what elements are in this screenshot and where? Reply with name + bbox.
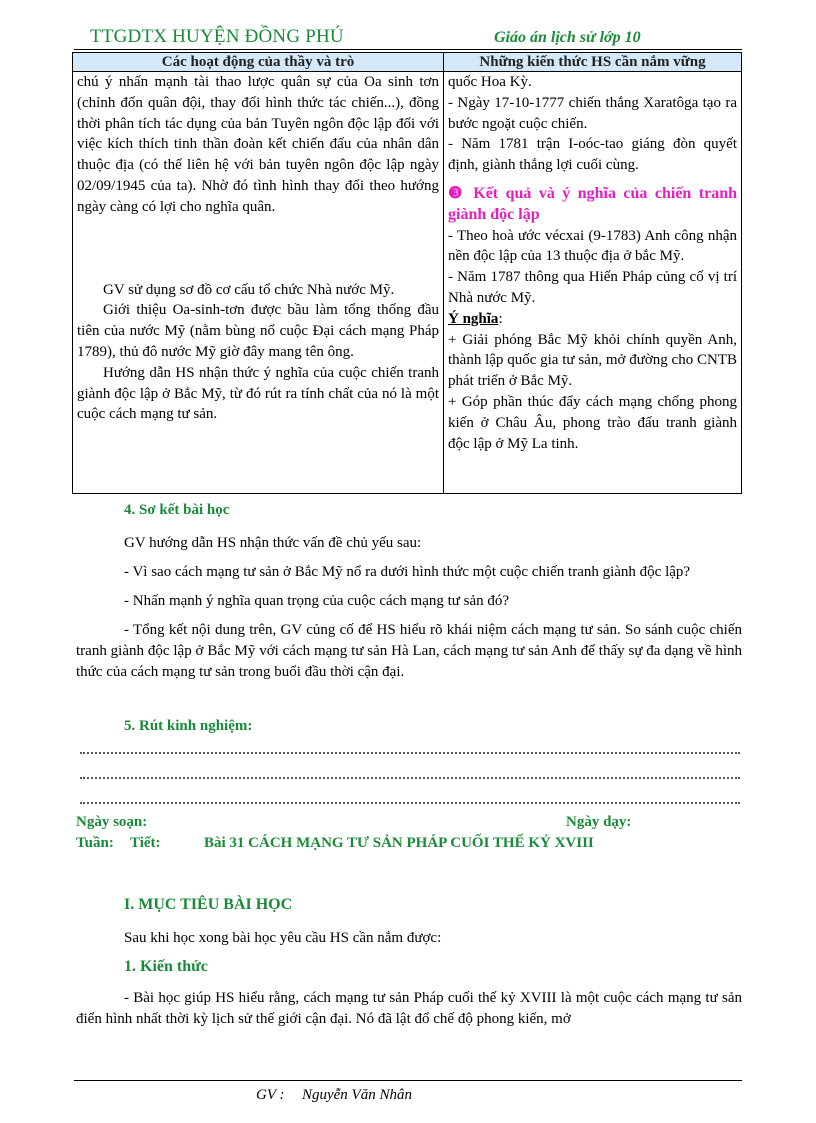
- knowledge-heading-3: ❸ Kết quả và ý nghĩa của chiến tranh giành độc lập: [448, 184, 737, 223]
- knowledge-line-1: quốc Hoa Kỳ.: [448, 74, 532, 90]
- section-I-body: [76, 988, 742, 1030]
- footer-divider: [74, 1080, 742, 1081]
- knowledge-line-4: - Theo hoà ước vécxai (9-1783) Anh công nhận nền độc lập của 13 thuộc địa ở bắc Mỹ.: [448, 227, 737, 265]
- knowledge-line-3: - Năm 1781 trận I-oóc-tao giáng đòn quyết định, giành thắng lợi cuối cùng.: [448, 136, 737, 174]
- footer-name: Nguyễn Văn Nhân: [301, 1087, 412, 1103]
- prep-date-label: Ngày soạn:: [76, 814, 148, 830]
- col-header-knowledge: Những kiến thức HS cần nắm vững: [444, 53, 742, 72]
- activity-para-1: chú ý nhấn mạnh tài thao lược quân sự của Oa sinh tơn (chỉnh đốn quân đội, thay đổi hình thức tác chiến...), đồng thời phân tích tác dụng của bản Tuyên ngôn độc lập đối với việc kích thích tinh thần đoàn kết chiến đấu của nhân dân thuộc địa (có thể liên hệ với bản tuyên ngôn độc lập ngày 02/09/1945 của ta). Nhờ đó tình hình thay đổi theo hướng ngày càng có lợi cho nghĩa quân.: [77, 74, 439, 215]
- period-label: Tiết:: [130, 835, 161, 851]
- knowledge-line-7: + Góp phần thúc đẩy cách mạng chống phong kiến ở Châu Âu, phong trào đấu tranh giành độc lập ở Mỹ La tinh.: [448, 393, 737, 452]
- meaning-heading: [448, 309, 737, 330]
- knowledge-line-5: - Năm 1787 thông qua Hiến Pháp củng cố vị trí Nhà nước Mỹ.: [448, 269, 737, 306]
- meaning-label: Ý nghĩa: [448, 310, 499, 327]
- header-school-name: TTGDTX HUYỆN ĐỒNG PHÚ: [90, 26, 344, 47]
- section-4-p4: - Tổng kết nội dung trên, GV củng cố để HS hiểu rõ khái niệm cách mạng tư sản. So sánh cuộc chiến tranh giành độc lập ở Bắc Mỹ với cách mạng tư sản Hà Lan, cách mạng tư sản Anh để thấy sự đa dạng về hình thức của cách mạng tư sản trong buổi đầu thời cận đại.: [76, 622, 742, 680]
- activity-para-2: GV sử dụng sơ đồ cơ cấu tổ chức Nhà nước Mỹ.: [103, 281, 395, 298]
- knowledge-cell: [444, 72, 742, 494]
- lesson-title: Bài 31 CÁCH MẠNG TƯ SẢN PHÁP CUỐI THẾ KỶ XVIII: [204, 835, 594, 851]
- activities-cell: [73, 72, 444, 494]
- header-divider: [74, 49, 742, 50]
- activity-para-3: Giới thiệu Oa-sinh-tơn được bầu làm tổng thống đầu tiên của nước Mỹ (nằm bùng nổ cuộc Đại cách mạng Pháp 1789), thủ đô nước Mỹ giờ đây mang tên ông.: [77, 302, 439, 360]
- footer-gv-label: GV :: [256, 1087, 285, 1103]
- section-I-p1: - Bài học giúp HS hiểu rằng, cách mạng tư sản Pháp cuối thế kỷ XVIII là một cuộc cách mạng tư sản điển hình nhất thời kỳ lịch sử thế giới cận đại. Nó đã lật đổ chế độ phong kiến, mở: [76, 990, 742, 1027]
- notes-line-2: [80, 777, 740, 779]
- notes-line-1: [80, 752, 740, 754]
- footer-author: [256, 1087, 412, 1104]
- week-label: Tuần:: [76, 835, 114, 851]
- section-4-p3: - Nhấn mạnh ý nghĩa quan trọng của cuộc cách mạng tư sản đó?: [124, 593, 510, 609]
- section-4-title: 4. Sơ kết bài học: [124, 502, 230, 518]
- section-4-body: [76, 533, 742, 683]
- section-5-title: 5. Rút kinh nghiệm:: [124, 718, 253, 734]
- notes-line-3: [80, 802, 740, 804]
- meaning-colon: :: [498, 310, 503, 327]
- activity-para-4: Hướng dẫn HS nhận thức ý nghĩa của cuộc chiến tranh giành độc lập ở Bắc Mỹ, từ đó rút ra tính chất của nó là một cuộc cách mạng tư sản.: [77, 364, 439, 423]
- knowledge-line-2: - Ngày 17-10-1777 chiến thắng Xaratôga tạo ra bước ngoặt cuộc chiến.: [448, 94, 737, 132]
- section-I-intro: Sau khi học xong bài học yêu cầu HS cần nắm được:: [124, 930, 442, 946]
- col-header-activities: Các hoạt động của thầy và trò: [73, 53, 444, 72]
- section-I-title: I. MỤC TIÊU BÀI HỌC: [124, 896, 293, 913]
- knowledge-line-6: + Giải phóng Bắc Mỹ khỏi chính quyền Anh, thành lập quốc gia tư sản, mở đường cho CNTB phát triển ở Bắc Mỹ.: [448, 331, 737, 390]
- header-subject: Giáo án lịch sử lớp 10: [494, 29, 641, 46]
- knowledge-subheading: 1. Kiến thức: [124, 958, 208, 975]
- section-4-p1: GV hướng dẫn HS nhận thức vấn đề chủ yếu sau:: [124, 535, 422, 551]
- teach-date-label: Ngày dạy:: [566, 814, 632, 830]
- section-4-p2: - Vì sao cách mạng tư sản ở Bắc Mỹ nổ ra dưới hình thức một cuộc chiến tranh giành độc lập?: [124, 564, 691, 580]
- lesson-table: [72, 52, 742, 494]
